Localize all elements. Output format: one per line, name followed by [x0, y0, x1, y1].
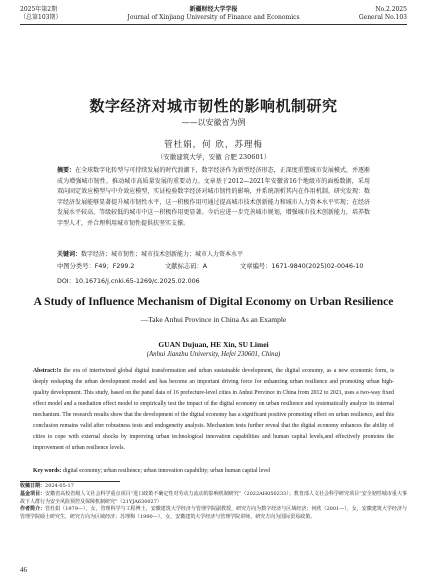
page-number: 46	[20, 566, 27, 574]
header-rule	[20, 24, 407, 25]
keywords-cn-label: 关键词：	[57, 251, 82, 258]
doc-code-label: 文献标志码：	[165, 263, 203, 270]
issue-info-en	[359, 6, 407, 22]
keywords-en-label: Key words:	[33, 468, 62, 474]
clc-label: 中图分类号：	[57, 263, 95, 270]
abstract-en-label: Abstract:	[33, 368, 57, 374]
english-authors: GUAN Dujuan, HE Xin, SU Limei	[158, 340, 269, 349]
keywords-cn	[57, 250, 370, 259]
clc-field	[57, 261, 134, 270]
fund-label: 基金项目：	[20, 490, 46, 497]
footnote-received	[20, 483, 407, 491]
article-no-value: 1671-9840(2025)02-0046-10	[271, 263, 364, 270]
author-bio-label: 作者简介：	[20, 506, 46, 513]
doi-label: DOI：	[57, 278, 75, 285]
issue-number-en: No.2.2025	[375, 6, 407, 13]
doi-line	[57, 276, 200, 285]
clc-value: F49；F299.2	[94, 263, 135, 270]
article-no-label: 文章编号：	[240, 263, 272, 270]
keywords-en-text: digital economy; urban resilience; urban innovation capability; urban human capital level	[62, 468, 271, 474]
abstract-en	[33, 366, 394, 454]
received-value: 2024-05-17	[45, 483, 74, 489]
paper-authors: 管杜娟，何 欣，苏理梅	[164, 140, 263, 150]
journal-name	[20, 6, 407, 22]
abstract-cn-text: 在全球数字化转型与可持续发展的时代浪潮下，数字经济作为新型经济形态，正深度重塑城市发展模式，并逐渐成为增强城市韧性、推动城市高质量发展的重要动力。文章基于2012—2021年安徽省16个地级市的面板数据，采用双向固定效应模型与中介效应模型，实证检验数字经济对城市韧性的影响，并系统剖析其内在作用机制。研究发现：数字经济发展能够显著提升城市韧性水平，这一积极作用可通过提高城市技术创新能力和城市人力资本水平实现；在经济发展水平较高、等级较低的城市中这一积极作用更显著。今后应进一步完善城市规划，增强城市技术创新能力，培养数字型人才，并合理利用城市韧性提供扶坚实支撑。	[57, 167, 370, 227]
journal-name-cn: 新疆财经大学学报	[189, 6, 238, 13]
paper-subtitle: ——以安徽省为例	[181, 118, 246, 127]
abstract-cn-label: 摘要：	[57, 167, 76, 174]
abstract-cn	[57, 166, 370, 230]
keywords-en	[33, 468, 394, 474]
author-bio-value: 管杜娟（1979—），女，管理科学与工程博士，安徽建筑大学经济与管理学院副教授，研究方向为数字经济与区域经济；何欣（2001—），女，安徽建筑大学经济与管理学院硕士研究生，研究方向为区域经济；苏理梅（1990—），女，安徽建筑大学经济与管理学院讲师，研究方向为国际贸易政策。	[20, 506, 407, 521]
abstract-en-text: In the era of intertwined global digital transformation and urban sustainable development, the digital economy, as a new economic form, is deeply reshaping the urban development model and has become an important driving force for enhancing urban resilience and promoting urban high-quality development. This study, based on the panel data of 16 prefecture-level cities in Anhui Province in China from 2012 to 2021, uses a two-way fixed effect model and a mediation effect model to empirically test the impact of the digital economy on urban resilience and systematically analyze its internal mechanism. The research results show that the development of the digital economy has a significant positive promoting effect on urban resilience, and this conclusion remains valid after robustness tests and endogeneity analysis. Mechanism tests further reveal that the digital economy enhances the ability of cities to cope with external shocks by improving urban technological innovation capabilities and human capital levels,and effectively promotes the improvement of urban resilience levels.	[33, 368, 394, 451]
journal-name-en: Journal of Xinjiang University of Finance and Economics	[127, 14, 300, 21]
issue-number: 2025年第2期	[20, 6, 58, 13]
english-affiliation: (Anhui Jianzhu University, Hefei 230601, China)	[146, 351, 281, 358]
doi-value: 10.16716/j.cnki.65-1269/c.2025.02.006	[74, 278, 200, 285]
english-subtitle: —Take Anhui Province in China As an Example	[140, 315, 287, 324]
paper-affiliation: （安徽建筑大学，安徽 合肥 230601）	[156, 153, 271, 161]
english-title: A Study of Influence Mechanism of Digital Economy on Urban Resilience	[33, 296, 394, 308]
article-no-field	[240, 261, 363, 270]
paper-title: 数字经济对城市韧性的影响机制研究	[89, 97, 338, 115]
footnote-rule	[20, 481, 120, 482]
fund-value: 安徽省高校省级人文社会科学重点项目“进口政策不确定性对劳动力流动的影响机制研究”（2022AH050233）；教育部人文社会科学研究项目“安全韧性城市重大事故下人群行为安全风险预控及保障机制研究”（21YJA630027）	[20, 490, 407, 505]
footnote-fund	[20, 491, 407, 507]
issue-total-en: General No.103	[358, 14, 407, 21]
keywords-cn-text: 数字经济；城市韧性；城市技术创新能力；城市人力资本水平	[81, 251, 244, 258]
received-label: 收稿日期：	[20, 483, 46, 489]
issue-total: （总第103期）	[20, 14, 62, 21]
footnotes	[20, 483, 407, 522]
doc-code-value: A	[202, 263, 208, 270]
doc-code-field	[165, 261, 207, 270]
footnote-author	[20, 506, 407, 522]
